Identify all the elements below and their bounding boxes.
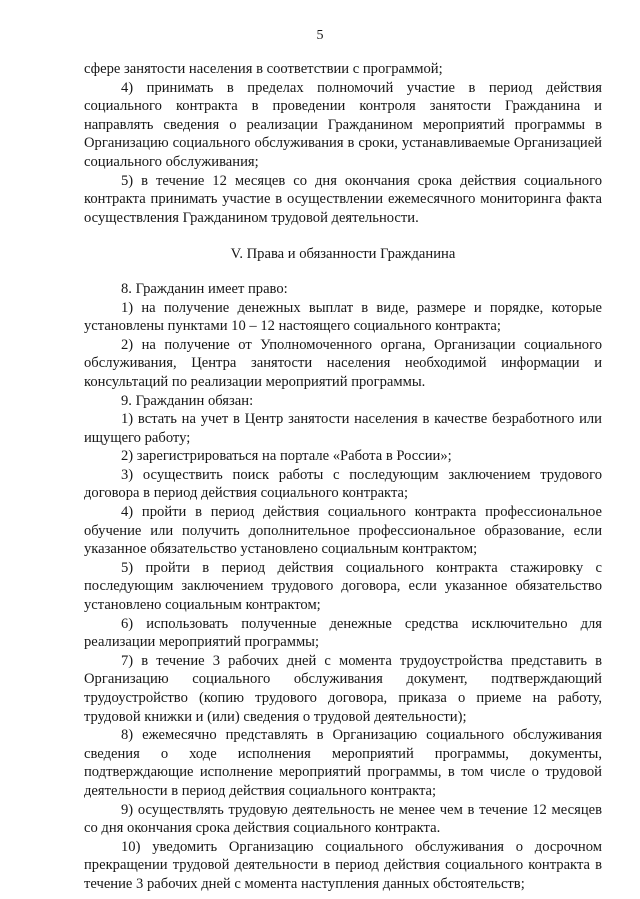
clause-9-item-7: 7) в течение 3 рабочих дней с момента трудоустройства представить в Организацию социального обслуживания документ, подтверждающий трудоустройство (копию трудового договора, приказа о приеме на работу, трудовой книжки и (или) сведения о трудовой деятельности); — [84, 652, 602, 725]
page-number: 5 — [316, 28, 324, 43]
paragraph-continuation: сфере занятости населения в соответствии с программой; — [84, 61, 443, 77]
clause-9-item-4: 4) пройти в период действия социального контракта профессиональное обучение или получить дополнительное профессиональное образование, если указанное обязательство установлено социальным контрактом; — [84, 504, 602, 558]
clause-8-item-1: 1) на получение денежных выплат в виде, размере и порядке, которые установлены пунктами 10 – 12 настоящего социального контракта; — [84, 299, 602, 335]
clause-9-item-6: 6) использовать полученные денежные средства исключительно для реализации мероприятий программы; — [84, 615, 602, 651]
clause-9-item-5: 5) пройти в период действия социального контракта стажировку с последующим заключением трудового договора, если указанное обязательство установлено социальным контрактом; — [84, 559, 602, 614]
document-body — [84, 60, 602, 894]
paragraph-item-4: 4) принимать в пределах полномочий участие в период действия социального контракта в проведении контроля занятости Гражданина и направлять сведения о реализации Гражданином мероприятий программы в Организацию социального обслуживания в сроки, устанавливаемые Организацией социального обслуживания; — [84, 79, 602, 170]
clause-9-item-1: 1) встать на учет в Центр занятости населения в качестве безработного или ищущего работу; — [84, 411, 602, 446]
clause-9-item-8: 8) ежемесячно представлять в Организацию социального обслуживания сведения о ходе исполнения мероприятий программы, документы, подтверждающие исполнение мероприятий программы, в том числе о трудовой деятельности в период действия социального контракта; — [84, 727, 602, 799]
paragraph-item-5: 5) в течение 12 месяцев со дня окончания срока действия социального контракта принимать участие в осуществлении ежемесячного мониторинга факта осуществления Гражданином трудовой деятельности. — [84, 172, 602, 226]
clause-8-item-2: 2) на получение от Уполномоченного органа, Организации социального обслуживания, Центра занятости населения необходимой информации и консультаций по реализации мероприятий программы. — [84, 336, 602, 390]
clause-9-title: 9. Гражданин обязан: — [121, 392, 254, 409]
clause-9-item-2: 2) зарегистрироваться на портале «Работа в России»; — [121, 448, 452, 465]
section-heading: V. Права и обязанности Гражданина — [230, 246, 456, 263]
clause-9-item-9: 9) осуществлять трудовую деятельность не менее чем в течение 12 месяцев со дня окончания срока действия социального контракта. — [84, 801, 602, 837]
clause-9-item-10: 10) уведомить Организацию социального обслуживания о досрочном прекращении трудовой деятельности в период действия социального контракта в течение 3 рабочих дней с момента наступления данных обстоятельств; — [84, 838, 602, 892]
clause-9-item-3: 3) осуществить поиск работы с последующим заключением трудового договора в период действия социального контракта; — [84, 466, 602, 502]
clause-8-title: 8. Гражданин имеет право: — [121, 280, 288, 297]
